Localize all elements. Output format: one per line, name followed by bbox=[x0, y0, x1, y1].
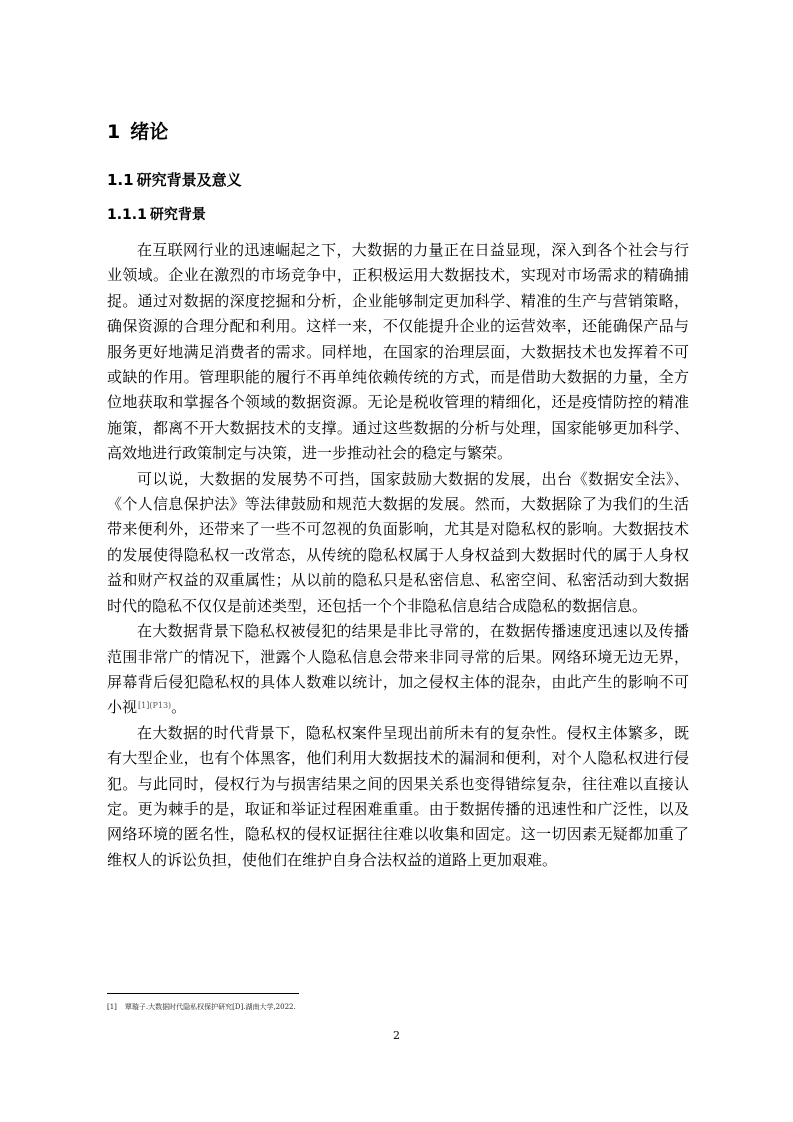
page-number: 2 bbox=[393, 1029, 400, 1042]
section-heading bbox=[107, 170, 242, 190]
paragraph bbox=[107, 467, 689, 619]
subsection-title: 研究背景 bbox=[149, 207, 206, 223]
paragraph-text: 在互联网行业的迅速崛起之下，大数据的力量正在日益显现，深入到各个社会与行业领域。企业在激烈的市场竞争中，正积极运用大数据技术，实现对市场需求的精确捕捉。通过对数据的深度挖掘和分析，企业能够制定更加科学、精准的生产与营销策略，确保资源的合理分配和利用。这样一来，不仅能提升企业的运营效率，还能确保产品与服务更好地满足消费者的需求。同样地，在国家的治理层面，大数据技术也发挥着不可或缺的作用。管理职能的履行不再单纯依赖传统的方式，而是借助大数据的力量，全方位地获取和掌握各个领域的数据资源。无论是税收管理的精细化，还是疫情防控的精准施策，都离不开大数据技术的支撑。通过这些数据的分析与处理，国家能够更加科学、高效地进行政策制定与决策，进一步推动社会的稳定与繁荣。 bbox=[107, 241, 689, 463]
section-number: 1.1 bbox=[107, 171, 134, 189]
paragraph bbox=[107, 238, 689, 467]
paragraph-text: 在大数据背景下隐私权被侵犯的结果是非比寻常的，在数据传播速度迅速以及传播范围非常广的情况下，泄露个人隐私信息会带来非同寻常的后果。网络环境无边无界，屏幕背后侵犯隐私权的具体人数难以统计，加之侵权主体的混杂，由此产生的影响不可小视 bbox=[107, 622, 689, 717]
footnote-divider bbox=[107, 993, 299, 994]
subsection-heading bbox=[107, 205, 206, 225]
paragraph bbox=[107, 721, 689, 873]
body-text bbox=[107, 238, 689, 873]
paragraph-text: 在大数据的时代背景下，隐私权案件呈现出前所未有的复杂性。侵权主体繁多，既有大型企业，也有个体黑客，他们利用大数据技术的漏洞和便利，对个人隐私权进行侵犯。与此同时，侵权行为与损害结果之间的因果关系也变得错综复杂，往往难以直接认定。更为棘手的是，取证和举证过程困难重重。由于数据传播的迅速性和广泛性，以及网络环境的匿名性，隐私权的侵权证据往往难以收集和固定。这一切因素无疑都加重了维权人的诉讼负担，使他们在维护自身合法权益的道路上更加艰难。 bbox=[107, 723, 689, 869]
footnote-mark: [1] bbox=[107, 1003, 117, 1011]
subsection-number: 1.1.1 bbox=[107, 207, 147, 223]
paragraph-tail: 。 bbox=[171, 698, 187, 717]
footnote bbox=[107, 1002, 296, 1012]
chapter-heading bbox=[107, 120, 168, 144]
section-title: 研究背景及意义 bbox=[136, 171, 242, 189]
footnote-text: 覃璇子.大数据时代隐私权保护研究[D].湖南大学,2022. bbox=[124, 1003, 296, 1011]
paragraph-text: 可以说，大数据的发展势不可挡，国家鼓励大数据的发展，出台《数据安全法》、《个人信息保护法》等法律鼓励和规范大数据的发展。然而，大数据除了为我们的生活带来便利外，还带来了一些不可忽视的负面影响，尤其是对隐私权的影响。大数据技术的发展使得隐私权一改常态，从传统的隐私权属于人身权益到大数据时代的属于人身权益和财产权益的双重属性；从以前的隐私只是私密信息、私密空间、私密活动到大数据时代的隐私不仅仅是前述类型，还包括一个个非隐私信息结合成隐私的数据信息。 bbox=[107, 469, 689, 615]
chapter-number: 1 bbox=[107, 121, 121, 143]
chapter-title: 绪论 bbox=[130, 121, 169, 143]
citation-marker[interactable]: [1](P13) bbox=[138, 701, 172, 711]
paragraph bbox=[107, 619, 689, 721]
